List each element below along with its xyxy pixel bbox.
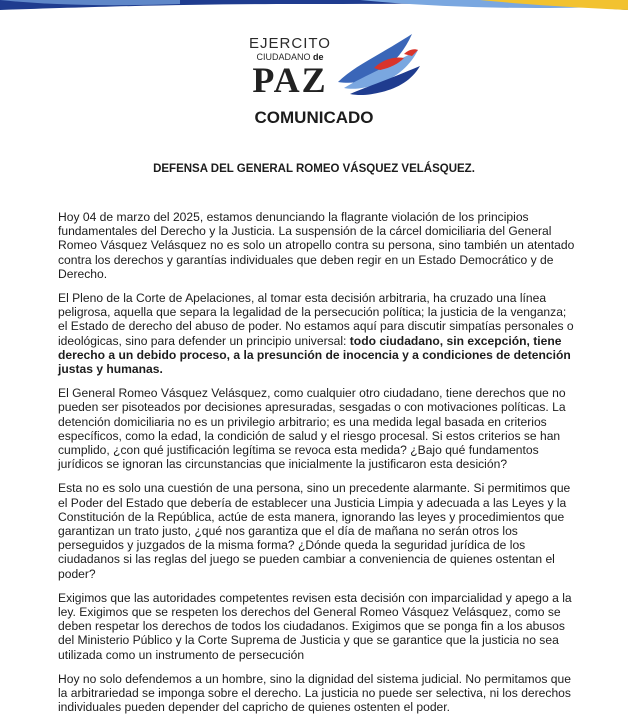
- paragraph: Hoy no solo defendemos a un hombre, sino la dignidad del sistema judicial. No permitamos que la arbitrariedad se imponga sobre el derecho. La justicia no puede ser selectiva, ni los derechos individuales pueden depender del capricho de quienes ostenten el poder.: [58, 671, 571, 715]
- document-subtitle: DEFENSA DEL GENERAL ROMEO VÁSQUEZ VELÁSQUEZ.: [153, 163, 475, 175]
- logo-wordmark: [230, 22, 350, 98]
- paragraph: Hoy 04 de marzo del 2025, estamos denunciando la flagrante violación de los principios fundamentales del Derecho y la Justicia. La suspensión de la cárcel domiciliaria del General Romeo Vásquez Velásquez no es solo un atropello contra su persona, sino también un atentado contra los derechos y garantías individuales que deben regir en un Estado Democrático y de Derecho.: [58, 210, 575, 281]
- logo: [230, 22, 420, 102]
- page-title: COMUNICADO: [254, 108, 374, 127]
- paragraph: [58, 291, 578, 376]
- paragraph-text: El Pleno de la Corte de Apelaciones, al tomar esta decisión arbitraria, ha cruzado una línea peligrosa, aquella que separa la legalidad de la persecución política; la justicia de la venganza; el Estado de derecho del abuso de poder. No estamos aquí para discutir simpatías personales o ideológicas, sino para defender un principio universal:: [58, 291, 574, 348]
- paragraph-bold-text: todo ciudadano, sin excepción, tiene derecho a un debido proceso, a la presunción de inocencia y a condiciones de detención justas y humanas.: [58, 333, 571, 377]
- logo-de-text: de: [313, 52, 324, 62]
- dove-icon: [334, 26, 424, 102]
- paragraph: Exigimos que las autoridades competentes revisen esta decisión con imparcialidad y apego a la ley. Exigimos que se respeten los derechos del General Romeo Vásquez Velásquez, como se deben respetar los derechos de todos los ciudadanos. Exigimos que se ponga fin a los abusos del Ministerio Público y la Corte Suprema de Justicia y que se garantice que la justicia no sea utilizada como un instrumento de persecución: [58, 590, 572, 662]
- paragraph: Esta no es solo una cuestión de una persona, sino un precedente alarmante. Si permitimos que el Poder del Estado que debería de establecer una Justicia Limpia y adecuada a las Leyes y la Constitución de la República, actúe de esta manera, ignorando las leyes y procedimientos que garantizan un trato justo, ¿qué nos garantiza que el día de mañana no serán otros los perseguidos y juzgados de la misma forma? ¿Dónde queda la seguridad jurídica de los ciudadanos si las reglas del juego se pueden cambiar a conveniencia de quienes ostentan el poder?: [58, 481, 571, 581]
- header-color-band: [0, 0, 628, 22]
- paragraph: El General Romeo Vásquez Velásquez, como cualquier otro ciudadano, tiene derechos que no pueden ser pisoteados por decisiones apresuradas, sesgadas o con motivaciones políticas. La detención domiciliaria no es un privilegio arbitrario; es una medida legal basada en criterios específicos, como la edad, la condición de salud y el riesgo procesal. Si estos criterios se han cumplido, ¿con qué justificación legítima se revoca esta medida? ¿Bajo qué fundamentos jurídicos se ignoran las circunstancias que inicialmente la justificaron esta desición?: [58, 386, 566, 472]
- logo-line-ejercito: EJERCITO: [249, 35, 331, 52]
- logo-line-paz: PAZ: [252, 60, 328, 100]
- document-body: [58, 210, 578, 725]
- logo-ciudadano-text: CIUDADANO: [256, 52, 311, 62]
